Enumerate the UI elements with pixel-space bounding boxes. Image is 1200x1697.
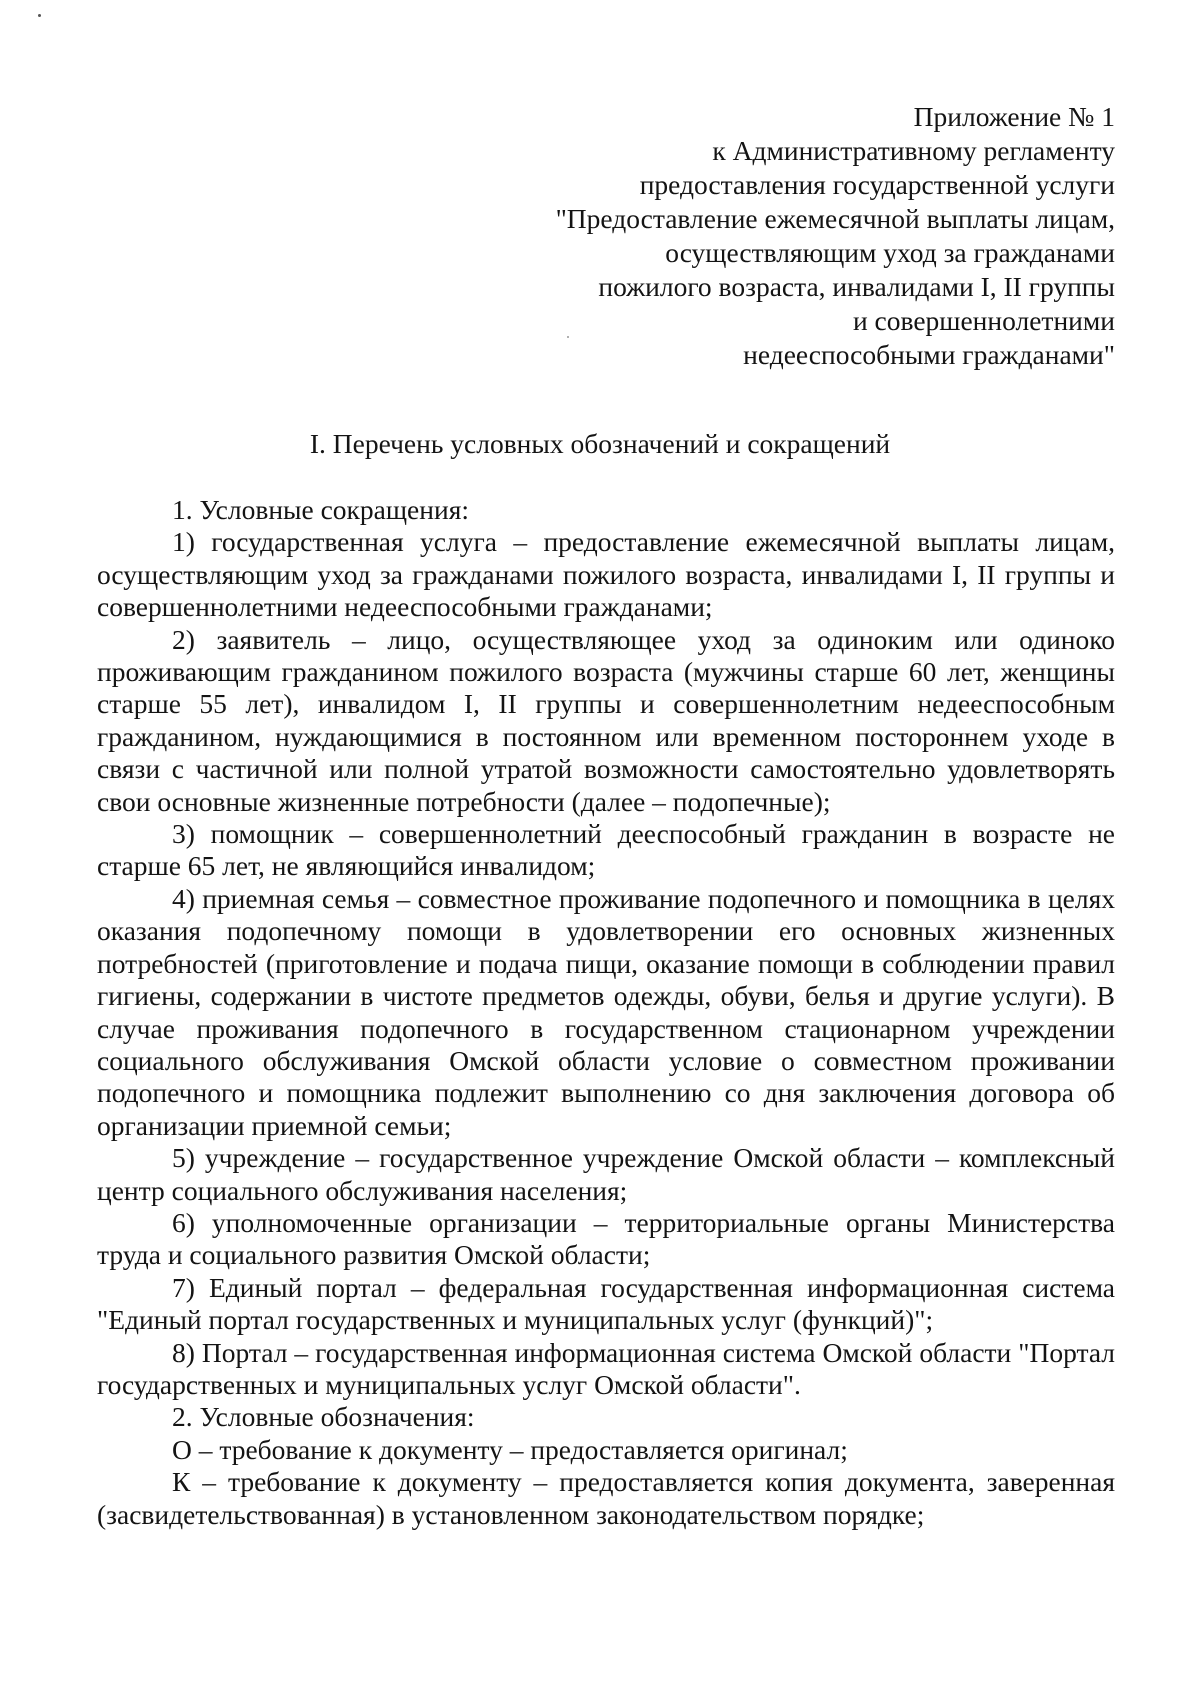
- header-line: и совершеннолетними: [852, 305, 1115, 336]
- abbreviation-item: 4) приемная семья – совместное проживание подопечного и помощника в целях оказания подопечному помощи в удовлетворении его основных жизненных потребностей (приготовление и подача пищи, оказание помощи в соблюдении правил гигиены, содержании в чистоте предметов одежды, обуви, белья и другие услуги). В случае проживания подопечного в государственном стационарном учреждении социального обслуживания Омской области условие о совместном проживании подопечного и помощника подлежит выполнению со дня заключения договора об организации приемной семьи;: [97, 882, 1115, 1141]
- subsection-heading: 1. Условные сокращения:: [172, 494, 469, 525]
- designation-item: К – требование к документу – предоставляется копия документа, заверенная (засвидетельствованная) в установленном законодательством порядке;: [97, 1466, 1115, 1530]
- header-line: пожилого возраста, инвалидами I, II группы: [598, 271, 1115, 302]
- header-line: "Предоставление ежемесячной выплаты лицам,: [555, 203, 1115, 234]
- abbreviation-item: 8) Портал – государственная информационная система Омской области "Портал государственных и муниципальных услуг Омской области".: [97, 1336, 1115, 1400]
- designation-item: О – требование к документу – предоставляется оригинал;: [172, 1433, 848, 1465]
- abbreviation-item: 2) заявитель – лицо, осуществляющее уход за одиноким или одиноко проживающим гражданином пожилого возраста (мужчины старше 60 лет, женщины старше 55 лет), инвалидом I, II группы и совершеннолетним недееспособным гражданином, нуждающимися в постоянном или временном постороннем уходе в связи с частичной или полной утратой возможности самостоятельно удовлетворять свои основные жизненные потребности (далее – подопечные);: [97, 623, 1115, 817]
- abbreviation-item: 6) уполномоченные организации – территориальные органы Министерства труда и социального развития Омской области;: [97, 1206, 1115, 1271]
- appendix-header: [556, 100, 1115, 372]
- header-line: Приложение № 1: [913, 101, 1115, 132]
- section-title: I. Перечень условных обозначений и сокращений: [309, 428, 891, 459]
- header-line: к Административному регламенту: [712, 135, 1115, 166]
- subsection-heading: 2. Условные обозначения:: [172, 1401, 475, 1433]
- document-body: [97, 494, 1115, 1531]
- abbreviation-item: 1) государственная услуга – предоставление ежемесячной выплаты лицам, осуществляющим уход за гражданами пожилого возраста, инвалидами I, II группы и совершеннолетними недееспособными гражданами;: [97, 526, 1115, 623]
- abbreviation-item: 5) учреждение – государственное учреждение Омской области – комплексный центр социального обслуживания населения;: [97, 1142, 1115, 1206]
- abbreviation-item: 3) помощник – совершеннолетний дееспособный гражданин в возрасте не старше 65 лет, не являющийся инвалидом;: [97, 818, 1115, 882]
- header-line: предоставления государственной услуги: [639, 169, 1115, 200]
- scan-speck: [38, 14, 41, 17]
- header-line: осуществляющим уход за гражданами: [665, 237, 1115, 268]
- header-line: недееспособными гражданами": [743, 339, 1115, 370]
- abbreviation-item: 7) Единый портал – федеральная государственная информационная система "Единый портал государственных и муниципальных услуг (функций)";: [97, 1271, 1115, 1336]
